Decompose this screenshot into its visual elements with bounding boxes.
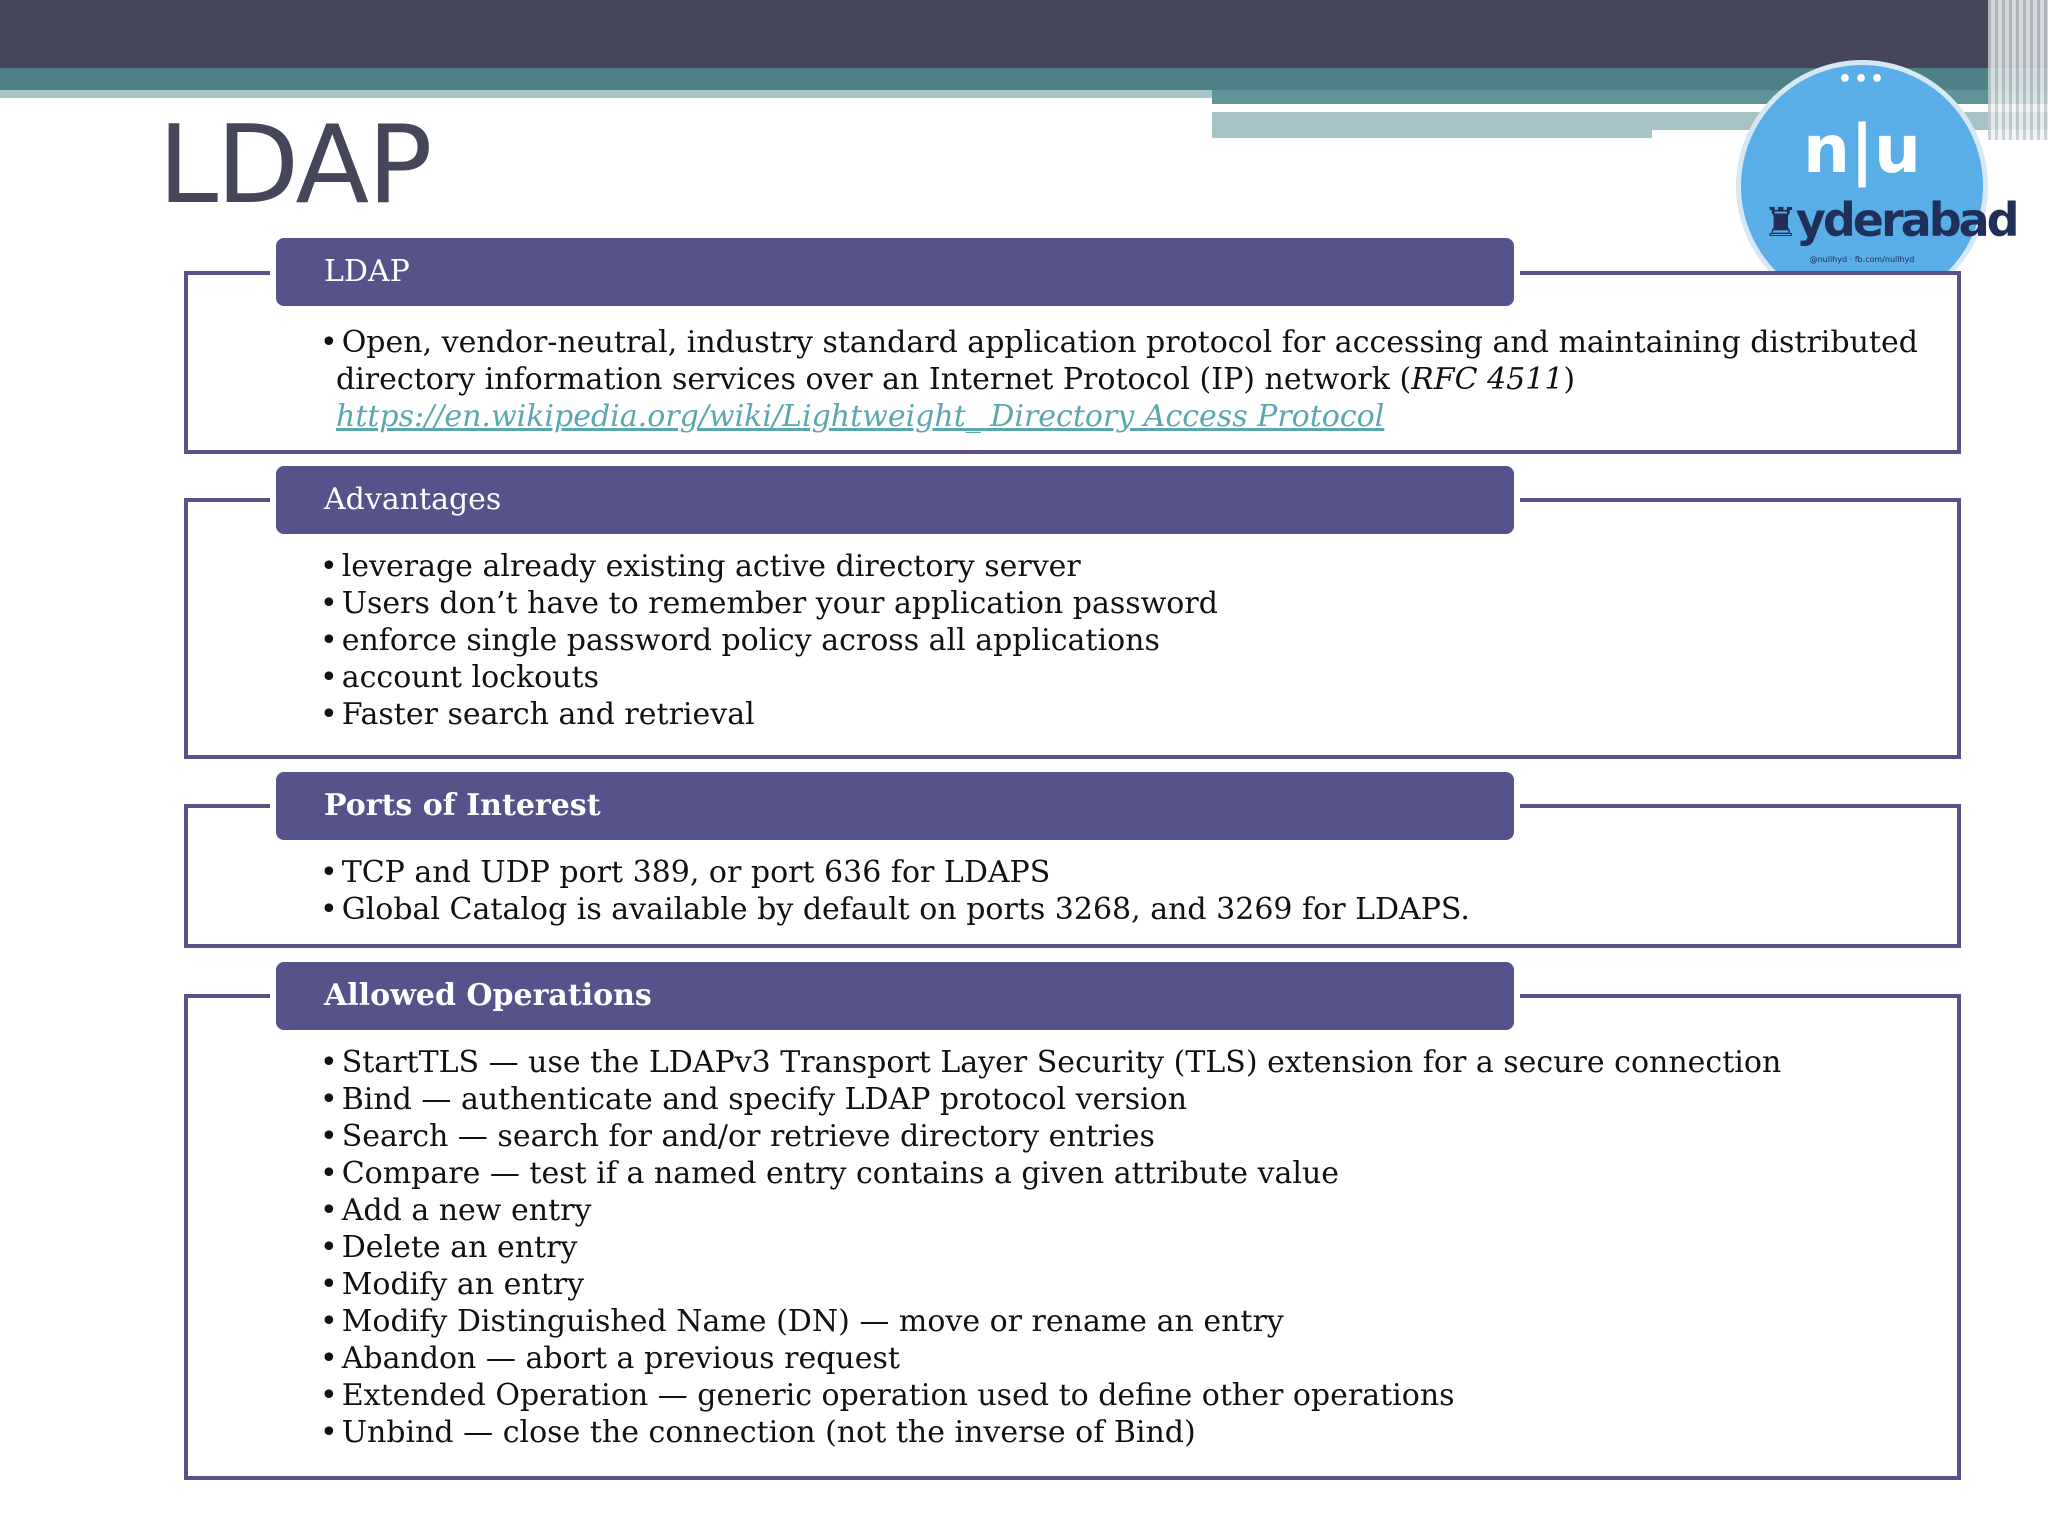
ldap-definition-line2 [320,361,1918,398]
list-item: • account lockouts [320,660,599,695]
list-item: • Bind — authenticate and specify LDAP protocol version [320,1082,1188,1117]
charminar-icon: ♜ [1763,200,1796,246]
ldap-section-content [320,324,1918,435]
wikipedia-link[interactable]: https://en.wikipedia.org/wiki/Lightweight_ Directory Access Protocol [336,399,1385,434]
list-item: • Unbind — close the connection (not the inverse of Bind) [320,1415,1196,1450]
list-item: • enforce single password policy across all applications [320,623,1160,658]
operation-text: StartTLS — use the LDAPv3 Transport Layer Security (TLS) extension for a secure connection [341,1045,1782,1080]
port-text: Global Catalog is available by default on ports 3268, and 3269 for LDAPS. [341,892,1470,927]
wikipedia-link-row [320,398,1918,435]
rfc-reference: RFC 4511 [1411,362,1564,397]
logo-mark: n|u [1802,111,1922,188]
list-item: • Search — search for and/or retrieve directory entries [320,1119,1155,1154]
operation-text: Add a new entry [341,1193,592,1228]
logo-subtext: @nullhyd · fb.com/nullhyd [1809,255,1915,264]
advantages-section-heading: Advantages [276,466,1514,534]
ldap-definition-line1: Open, vendor-neutral, industry standard application protocol for accessing and maintaining distributed [341,325,1918,360]
operation-text: Bind — authenticate and specify LDAP protocol version [341,1082,1188,1117]
operation-text: Abandon — abort a previous request [341,1341,900,1376]
advantage-text: Faster search and retrieval [341,697,755,732]
advantage-text: Users don’t have to remember your application password [341,586,1218,621]
list-item: • Faster search and retrieval [320,697,755,732]
ldap-definition-text: directory information services over an Internet Protocol (IP) network ( [336,362,1412,397]
list-item: • TCP and UDP port 389, or port 636 for LDAPS [320,855,1051,890]
operation-text: Delete an entry [341,1230,578,1265]
logo-dots-top: ••• [1837,67,1887,92]
list-item: • Modify an entry [320,1267,585,1302]
operation-text: Unbind — close the connection (not the inverse of Bind) [341,1415,1196,1450]
list-item: • Compare — test if a named entry contains a given attribute value [320,1156,1340,1191]
operation-text: Search — search for and/or retrieve directory entries [341,1119,1155,1154]
slide-title: LDAP [158,103,431,228]
header-vertical-lines [1988,0,2048,140]
list-item: • Add a new entry [320,1193,592,1228]
ldap-section-heading: LDAP [276,238,1514,306]
list-item: • Delete an entry [320,1230,578,1265]
advantage-text: account lockouts [341,660,599,695]
logo-word: yderabad [1795,193,2017,247]
operation-text: Modify an entry [341,1267,585,1302]
operations-section-heading: Allowed Operations [276,962,1514,1030]
advantage-text: leverage already existing active directory server [341,549,1081,584]
operations-list [320,1044,1781,1451]
operation-text: Modify Distinguished Name (DN) — move or rename an entry [341,1304,1284,1339]
list-item: • Modify Distinguished Name (DN) — move or rename an entry [320,1304,1284,1339]
operation-text: Compare — test if a named entry contains a given attribute value [341,1156,1340,1191]
ports-section-heading: Ports of Interest [276,772,1514,840]
list-item: • StartTLS — use the LDAPv3 Transport Layer Security (TLS) extension for a secure connection [320,1045,1782,1080]
ldap-definition-close: ) [1563,362,1576,397]
advantages-list [320,548,1218,733]
logo-wordmark [1763,193,2017,247]
advantage-text: enforce single password policy across all applications [341,623,1160,658]
list-item: • Users don’t have to remember your application password [320,586,1218,621]
list-item: • Global Catalog is available by default on ports 3268, and 3269 for LDAPS. [320,892,1470,927]
list-item: • Open, vendor-neutral, industry standard application protocol for accessing and maintaining distributed [320,325,1918,360]
operation-text: Extended Operation — generic operation used to define other operations [341,1378,1455,1413]
list-item: • Abandon — abort a previous request [320,1341,900,1376]
list-item: • leverage already existing active directory server [320,549,1081,584]
list-item: • Extended Operation — generic operation used to define other operations [320,1378,1455,1413]
header-band-light [0,90,1212,98]
ports-list [320,854,1470,928]
header-band-dark [0,0,2048,68]
port-text: TCP and UDP port 389, or port 636 for LDAPS [341,855,1051,890]
